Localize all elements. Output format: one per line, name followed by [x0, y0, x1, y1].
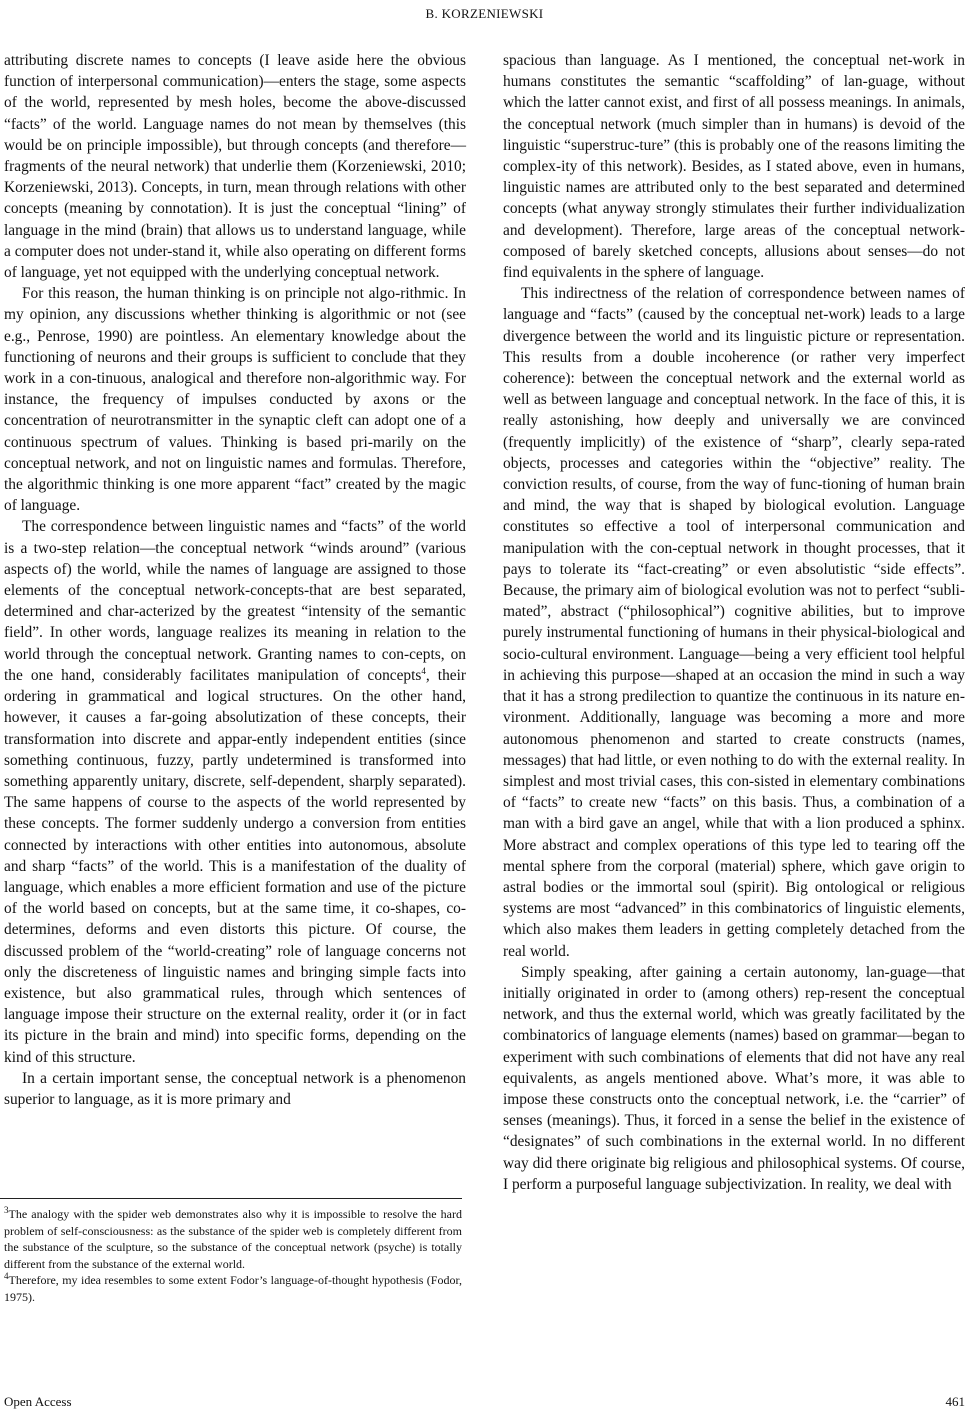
- footnote-text: Therefore, my idea resembles to some extent Fodor’s language-of-thought hypothesis (Fodor, 1975).: [4, 1273, 462, 1304]
- paragraph: spacious than language. As I mentioned, the conceptual net-work in humans constitutes the semantic “scaffolding” of lan-guage, without which the latter cannot exist, and first of all possess meanings. In animals, the conceptual network (much simpler than in humans) is devoid of the linguistic “superstruc-ture” (this is probably one of the reasons limiting the complex-ity of this network). Besides, as I stated above, even in humans, linguistic names are attributed only to the best separated and determined concepts (what anyway strongly stimulates their further individualization and development). Therefore, large areas of the conceptual network-composed of barely sketched concepts, allusions about senses—do not find equivalents in the sphere of language.: [503, 52, 965, 282]
- footnote-text: The analogy with the spider web demonstrates also why it is impossible to resolve the hard problem of self-consciousness: as the substance of the spider web is completely different from the substance of the sculpture, so the substance of the conceptual network (psyche) is totally different from the substance of the external world.: [4, 1207, 462, 1271]
- footnotes: [4, 1206, 462, 1306]
- paragraph-text: , their ordering in grammatical and logical structures. On the other hand, however, it causes a far-going absolutization of these concepts, their transformation into discrete and appar-ently independent entities (since something continuous, fuzzy, partly undetermined is transformed into something apparently unitary, discrete, self-dependent, sharply separated). The same happens of course to the aspects of the world represented by these concepts. The former suddenly undergo a conversion from entities connected by interactions with other entities into autonomous, absolute and sharp “facts” of the world. This is a manifestation of the duality of language, which enables a more efficient formation and use of the picture of the world based on concepts, but at the same time, it co-shapes, co-determines, deforms and even distorts this picture. Of course, the discussed problem of the “world-creating” role of language concerns not only the discreteness of linguistic names and bringing simple facts into existence, but also grammatical rules, through which sentences of language impose their structure on the external reality, order it (or in fact its picture in the brain and mind) into specific forms, depending on the kind of this structure.: [4, 666, 466, 1066]
- footnote-number: 3: [4, 1205, 9, 1215]
- paragraph: attributing discrete names to concepts (I leave aside here the obvious function of interpersonal communication)—enters the stage, some aspects of the world, represented by mesh holes, become the above-discussed “facts” of the world. Language names do not mean by themselves (this would be on principle impossible), but through concepts (and therefore—fragments of the neural network) that underlie them (Korzeniewski, 2010; Korzeniewski, 2013). Concepts, in turn, mean through relations with other concepts (meaning by connotation). It is just the conceptual “lining” of language in the mind (brain) that allows us to understand language, while a computer does not under-stand it, while also operating on different forms of language, yet not equipped with the underlying conceptual network.: [4, 52, 466, 282]
- running-header: B. KORZENIEWSKI: [425, 6, 544, 21]
- footnote: [4, 1272, 462, 1305]
- right-column: [503, 50, 965, 1195]
- footnote-number: 4: [4, 1271, 9, 1282]
- paragraph: This indirectness of the relation of correspondence between names of language and “facts” (caused by the conceptual net-work) leads to a large divergence between the world and its linguistic picture or representation. This results from a double incoherence (or rather very imperfect coherence): between the conceptual network and the external world as well as between language and conceptual network. In the face of this, it is really astonishing, how deeply and universally we are convinced (frequently implicitly) of the existence of “sharp”, clearly sepa-rated objects, processes and categories within the “objective” reality. The conviction results, of course, from the way of func-tioning of human brain and mind, the way that is shaped by biological evolution. Language constitutes so effective a tool of interpersonal communication and manipulation with the con-ceptual network in thought processes, that it pays to tolerate its “fact-creating” or even absolutistic “side effects”. Because, the primary aim of biological evolution was not to perfect “subli-mated”, abstract (“philosophical”) cognitive abilities, but to improve purely instrumental functioning of humans in their physical-biological and socio-cultural environment. Language—being a very efficient tool helpful in achieving this purpose—shaped at an occasion the mind in such a way that it has a strong predilection to quantize the continuous in its nature en-vironment. Additionally, language was becoming a more and more autonomous phenomenon and started to create constructs (names, messages) that had little, or even nothing to do with the external reality. In simplest and most trivial cases, this con-sisted in elementary combinations of “facts” to create new “facts” on this basis. Thus, a combination of a man with a bird gave an angel, while that with a lion produced a sphinx. More abstract and complex operations of this type led to tearing off the mental sphere from the corporal (material) sphere, which gave origin to astral bodies or the immortal soul (spirit). Big ontological or religious systems are most “advanced” in this combinatorics of linguistic elements, which also makes them leaders in getting completely detached from the real world.: [503, 285, 965, 960]
- left-column: [4, 50, 466, 1110]
- paragraph: In a certain important sense, the conceptual network is a phenomenon superior to language, as it is more primary and: [4, 1069, 466, 1108]
- footnote: [4, 1206, 462, 1272]
- footnote-divider: [0, 1198, 462, 1199]
- footnote-marker: 4: [421, 665, 426, 676]
- footer-journal: Open Access: [4, 1394, 72, 1409]
- paragraph: For this reason, the human thinking is on principle not algo-rithmic. In my opinion, any discussions whether thinking is algorithmic or not (see e.g., Penrose, 1990) are pointless. An elementary knowledge about the functioning of neurons and their groups is sufficient to conclude that they work in a con-tinuous, analogical and therefore non-algorithmic way. For instance, the frequency of impulses conducted by axons or the concentration of neurotransmitter in the synaptic cleft can adopt one of a continuous spectrum of values. Thinking is based pri-marily on the conceptual network, and not on linguistic names and formulas. Therefore, the algorithmic thinking is one more apparent “fact” created by the magic of language.: [4, 285, 466, 515]
- page-number: 461: [945, 1394, 965, 1409]
- paragraph-text: The correspondence between linguistic names and “facts” of the world is a two-step relation—the conceptual network “winds around” (various aspects of) the world, while the names of language are assigned to those elements of the conceptual network-concepts-that are best separated, determined and char-acterized by the greatest “intensity of the semantic field”. In other words, language realizes its meaning in relation to the world through the conceptual network. Granting names to con-cepts, on the one hand, considerably facilitates manipulation of concepts: [4, 518, 466, 684]
- paragraph: [4, 516, 466, 1067]
- paragraph: Simply speaking, after gaining a certain autonomy, lan-guage—that initially originated in order to (among others) rep-resent the conceptual network, and thus the external world, which was greatly facilitated by the combinatorics of language elements (names) based on grammar—began to experiment with such combinations of elements that did not have any real equivalents, as angels mentioned above. What’s more, it was able to impose these constructs onto the conceptual network, i.e. the “carrier” of senses (meanings). Thus, it forced in a sense the belief in the existence of “designates” of such combinations in the external world. In no different way did there originate big religious and philosophical systems. Of course, I perform a purposeful language subjectivization. In reality, we deal with: [503, 963, 965, 1193]
